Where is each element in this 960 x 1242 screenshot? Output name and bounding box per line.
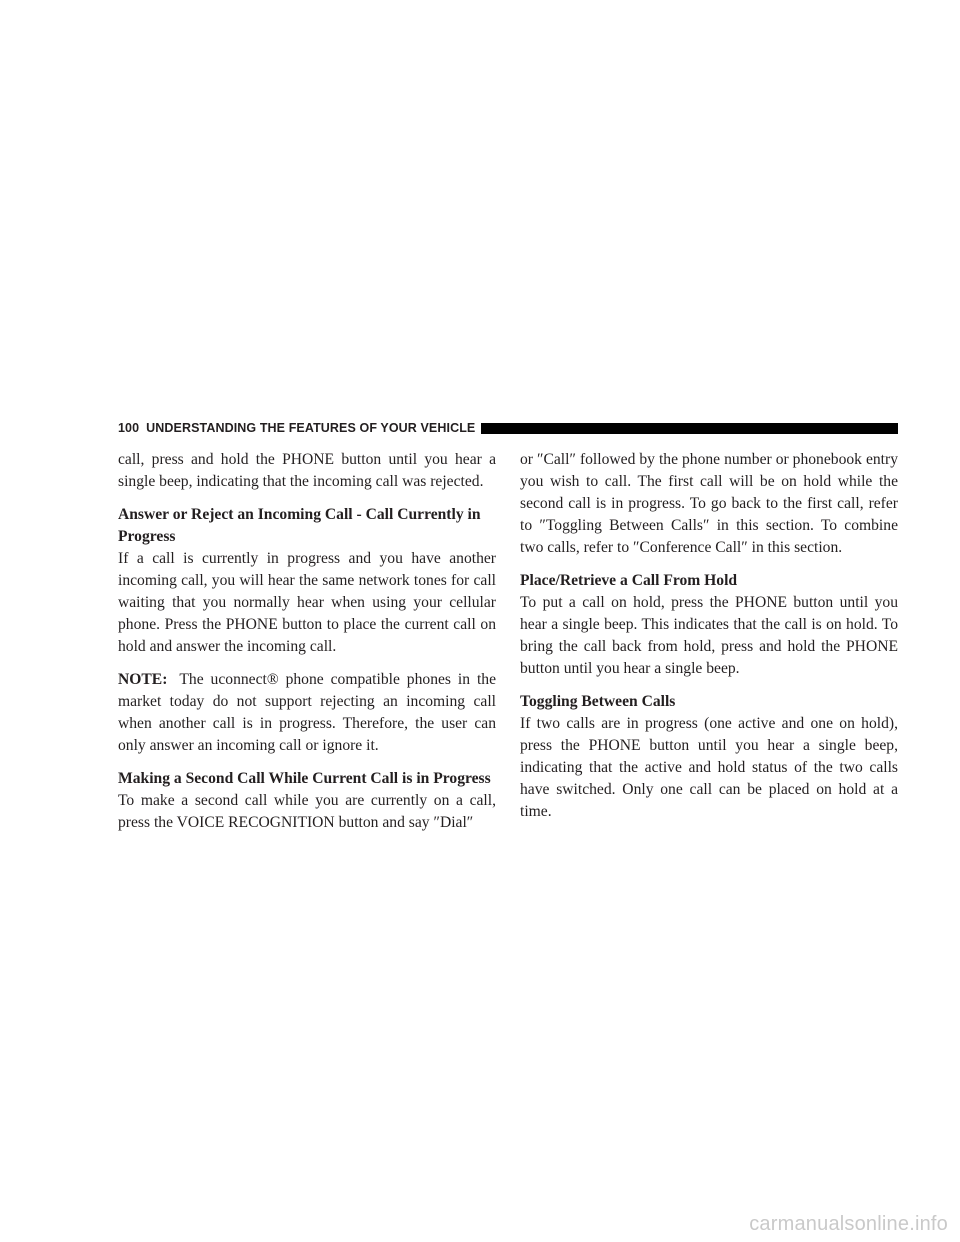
left-column [118,449,496,845]
paragraph: To make a second call while you are currently on a call, press the VOICE RECOGNITION button and say ″Dial″ [118,792,496,831]
watermark: carmanualsonline.info [749,1213,948,1235]
note [118,669,496,757]
paragraph: If two calls are in progress (one active and one on hold), press the PHONE button until you hear a single beep, indicating that the active and hold status of the two calls have switched. Only one call can be placed on hold at a time. [520,715,898,820]
section-heading: Place/Retrieve a Call From Hold [520,572,738,589]
section-heading: Toggling Between Calls [520,693,676,710]
paragraph: If a call is currently in progress and you have another incoming call, you will hear the same network tones for call waiting that you normally hear when using your cellular phone. Press the PHONE button to place the current call on hold and answer the incoming call. [118,550,496,655]
section-heading: Answer or Reject an Incoming Call - Call Currently in Progress [118,506,481,545]
section-heading: Making a Second Call While Current Call is in Progress [118,770,491,787]
paragraph: call, press and hold the PHONE button until you hear a single beep, indicating that the incoming call was rejected. [118,451,496,490]
note-label: NOTE: [118,671,168,688]
note-text: The uconnect® phone compatible phones in the market today do not support rejecting an incoming call when another call is in progress. Therefore, the user can only answer an incoming call or ignore it. [118,671,496,754]
right-column [520,449,898,834]
page-number: 100 [118,421,140,435]
page-header [118,418,898,438]
paragraph: To put a call on hold, press the PHONE button until you hear a single beep. This indicates that the call is on hold. To bring the call back from hold, press and hold the PHONE button until you hear a single beep. [520,594,898,677]
paragraph: or ″Call″ followed by the phone number or phonebook entry you wish to call. The first call will be on hold while the second call is in progress. To go back to the first call, refer to ″Toggling Between Calls″ in this section. To combine two calls, refer to ″Conference Call″ in this section. [520,451,898,556]
section-title: UNDERSTANDING THE FEATURES OF YOUR VEHICLE [146,421,476,435]
header-rule [481,423,898,434]
